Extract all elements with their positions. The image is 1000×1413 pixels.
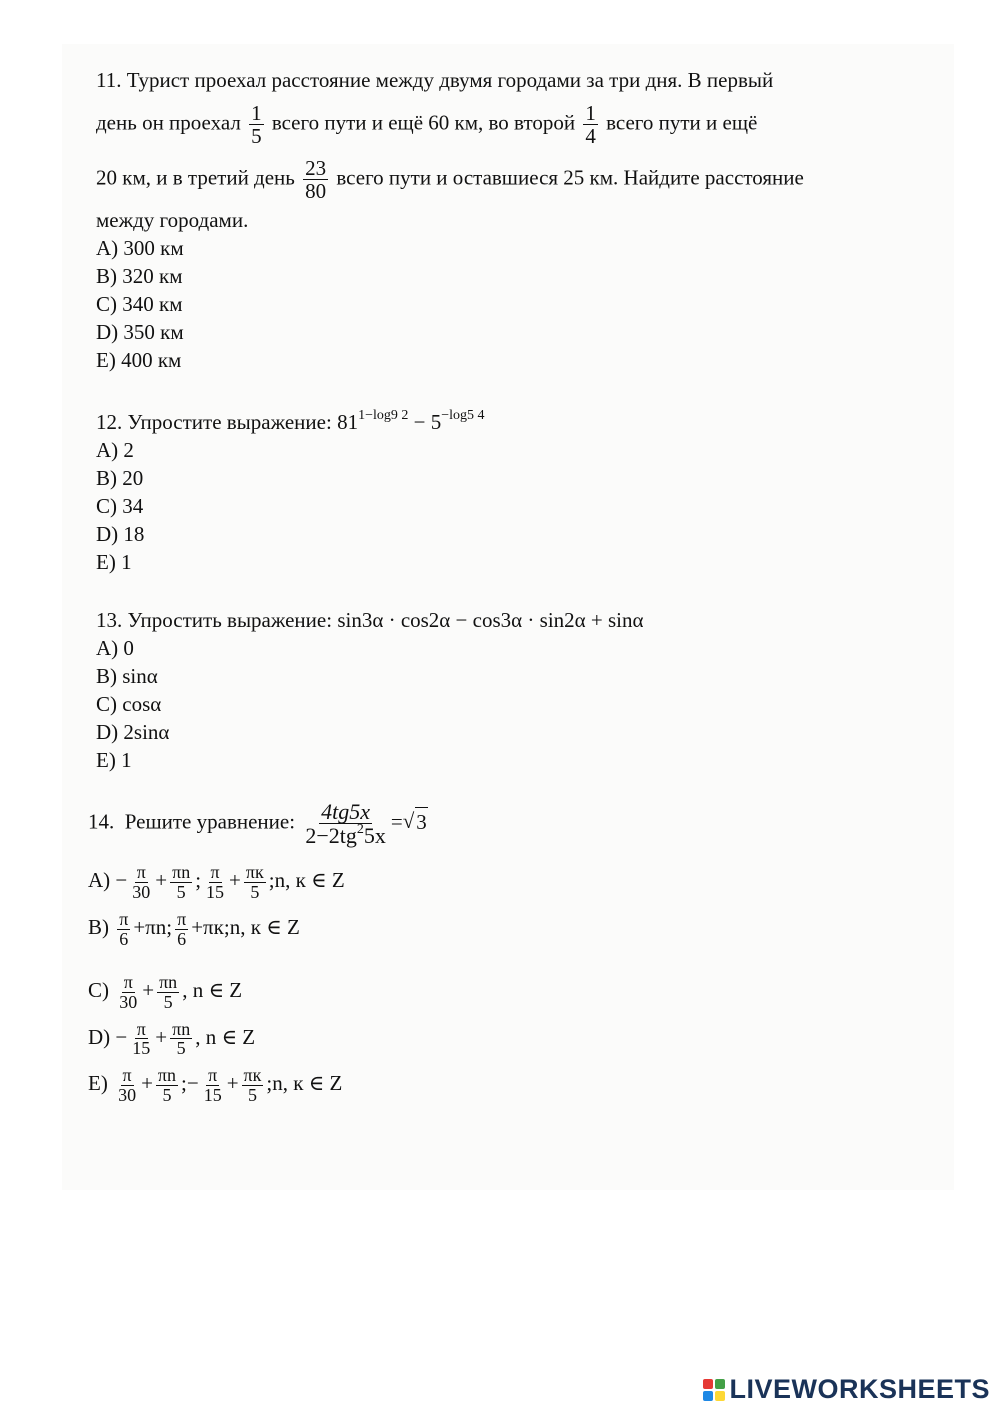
option-b: B) 320 км	[96, 264, 183, 289]
option-e: E) 400 км	[96, 348, 182, 373]
q12-label: 12. Упростите выражение:	[96, 410, 332, 434]
question-11	[96, 66, 916, 374]
logo-square	[715, 1379, 725, 1389]
liveworksheets-wordmark: LIVEWORKSHEETS	[729, 1374, 990, 1404]
q12-prompt	[96, 408, 916, 436]
q13-prompt	[96, 606, 916, 634]
q14-equation-fraction: $\frac{4tg5x}{2-2tg^25x}$	[305, 799, 386, 849]
q11-text: 20 км, и в третий день	[96, 165, 295, 190]
option-d: D) − $\frac{\pi}{15}$ + $\frac{\pi n}{5}$ , n ∈ Z	[88, 1018, 256, 1059]
option-a: A) − $\frac{\pi}{30}$ + $\frac{\pi n}{5}$ ; $\frac{\pi}{15}$ + $\frac{\pi к}{5}$ ;n, к ∈ Z	[88, 862, 345, 903]
sqrt-3: √ 3	[402, 809, 427, 835]
q11-text: всего пути и ещё 60 км, во второй	[271, 110, 576, 135]
option-e: E) 1	[96, 748, 132, 772]
fraction-one-quarter: $\frac{1}{4}$	[585, 101, 596, 149]
option-b: B) 20	[96, 466, 144, 490]
fraction-one-fifth: $\frac{1}{5}$	[251, 101, 262, 149]
q13-expression: sin3α · cos2α − cos3α · sin2α + sinα	[337, 608, 644, 632]
option-c: C) 340 км	[96, 292, 183, 317]
liveworksheets-logo-icon	[703, 1379, 725, 1401]
q13-label: 13. Упростить выражение:	[96, 608, 333, 632]
question-12	[96, 408, 916, 576]
option-b: B) $\frac{\pi}{6}$ +πn; $\frac{\pi}{6}$ +πк;n, к ∈ Z	[88, 908, 300, 949]
q12-expression: $81^{1-log9 2} - 5^{-log5 4}$	[337, 408, 485, 434]
option-e: E) 1	[96, 550, 132, 574]
liveworksheets-logo[interactable]	[703, 1374, 990, 1405]
equals-sign: =	[390, 809, 403, 834]
option-e: E) $\frac{\pi}{30}$ + $\frac{\pi n}{5}$ ;− $\frac{\pi}{15}$ + $\frac{\pi к}{5}$ ;n, к ∈ Z	[88, 1065, 343, 1106]
q14-number: 14.	[88, 809, 115, 834]
question-13	[96, 606, 916, 774]
question-14	[88, 800, 908, 1105]
q11-text: всего пути и оставшиеся 25 км. Найдите расстояние	[336, 165, 804, 190]
logo-square	[715, 1391, 725, 1401]
option-d: D) 18	[96, 522, 145, 546]
q14-prompt	[88, 800, 908, 847]
option-c: C) cosα	[96, 692, 162, 716]
option-d: D) 350 км	[96, 320, 184, 345]
option-a: A) 300 км	[96, 236, 184, 261]
option-b: B) sinα	[96, 664, 158, 688]
q11-line-3	[96, 157, 916, 202]
logo-square	[703, 1391, 713, 1401]
q11-line-2	[96, 102, 916, 147]
q11-text: всего пути и ещё	[606, 110, 758, 135]
option-a: A) 2	[96, 438, 134, 462]
option-c: C) 34	[96, 494, 144, 518]
logo-square	[703, 1379, 713, 1389]
option-d: D) 2sinα	[96, 720, 170, 744]
q14-label: Решите уравнение:	[124, 809, 296, 834]
q11-text: день он проехал	[96, 110, 241, 135]
fraction-23-80: $\frac{23}{80}$	[305, 156, 327, 204]
q11-line-1: 11. Турист проехал расстояние между двумя городами за три дня. В первый	[96, 68, 774, 92]
option-a: A) 0	[96, 636, 134, 660]
q11-line-4: между городами.	[96, 208, 249, 233]
option-c: C) $\frac{\pi}{30}$ + $\frac{\pi n}{5}$ , n ∈ Z	[88, 971, 243, 1012]
